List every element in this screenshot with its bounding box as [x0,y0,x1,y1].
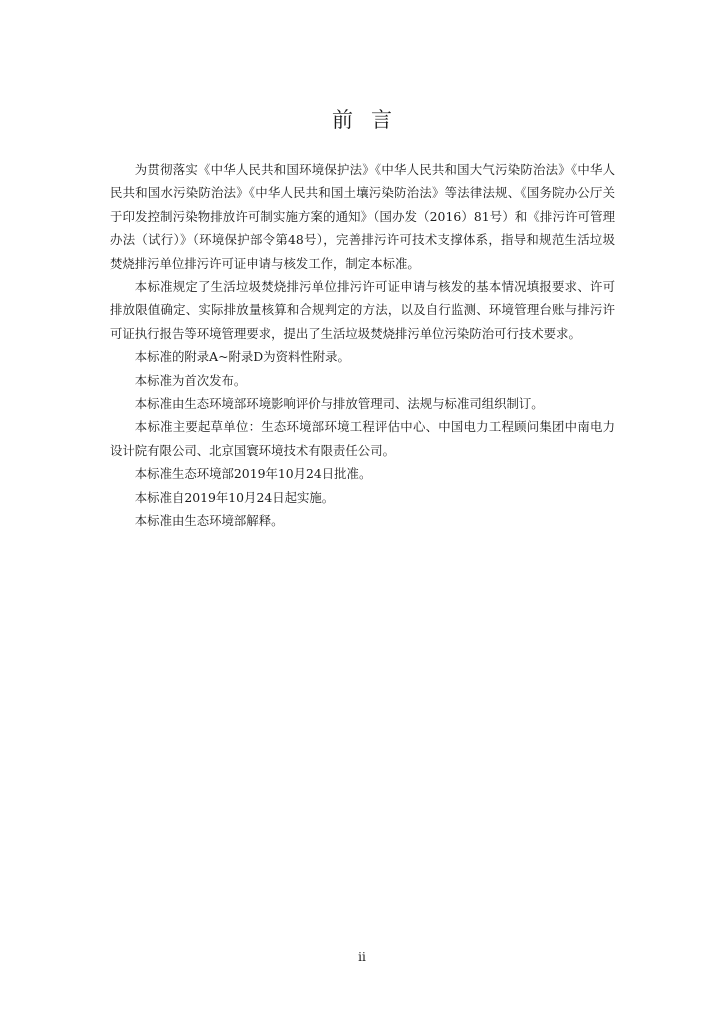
paragraph-effective-date: 本标准自2019年10月24日起实施。 [134,489,335,505]
page-number: ii [358,950,366,964]
paragraph-drafters: 本标准主要起草单位：生态环境部环境工程评估中心、中国电力工程顾问集团中南电力设计院有限公司、北京国寰环境技术有限责任公司。 [110,419,615,458]
paragraph-first-release: 本标准为首次发布。 [134,372,247,388]
paragraph-organizer: 本标准由生态环境部环境影响评价与排放管理司、法规与标准司组织制订。 [134,396,544,412]
paragraph-approval: 本标准生态环境部2019年10月24日批准。 [134,466,372,482]
foreword-body [110,158,615,533]
paragraph-appendix: 本标准的附录A~附录D为资料性附录。 [134,349,350,365]
page-title: 前言 [332,108,410,132]
paragraph-scope: 本标准规定了生活垃圾焚烧排污单位排污许可证申请与核发的基本情况填报要求、许可排放限值确定、实际排放量核算和合规判定的方法，以及自行监测、环境管理台账与排污许可证执行报告等环境管理要求，提出了生活垃圾焚烧排污单位污染防治可行技术要求。 [110,279,615,341]
paragraph-interpretation: 本标准由生态环境部解释。 [134,513,284,529]
paragraph-purpose: 为贯彻落实《中华人民共和国环境保护法》《中华人民共和国大气污染防治法》《中华人民共和国水污染防治法》《中华人民共和国土壤污染防治法》等法律法规、《国务院办公厅关于印发控制污染物排放许可制实施方案的通知》（国办发（2016）81号）和《排污许可管理办法（试行）》（环境保护部令第48号），完善排污许可技术支撑体系，指导和规范生活垃圾焚烧排污单位排污许可证申请与核发工作，制定本标准。 [110,162,615,271]
